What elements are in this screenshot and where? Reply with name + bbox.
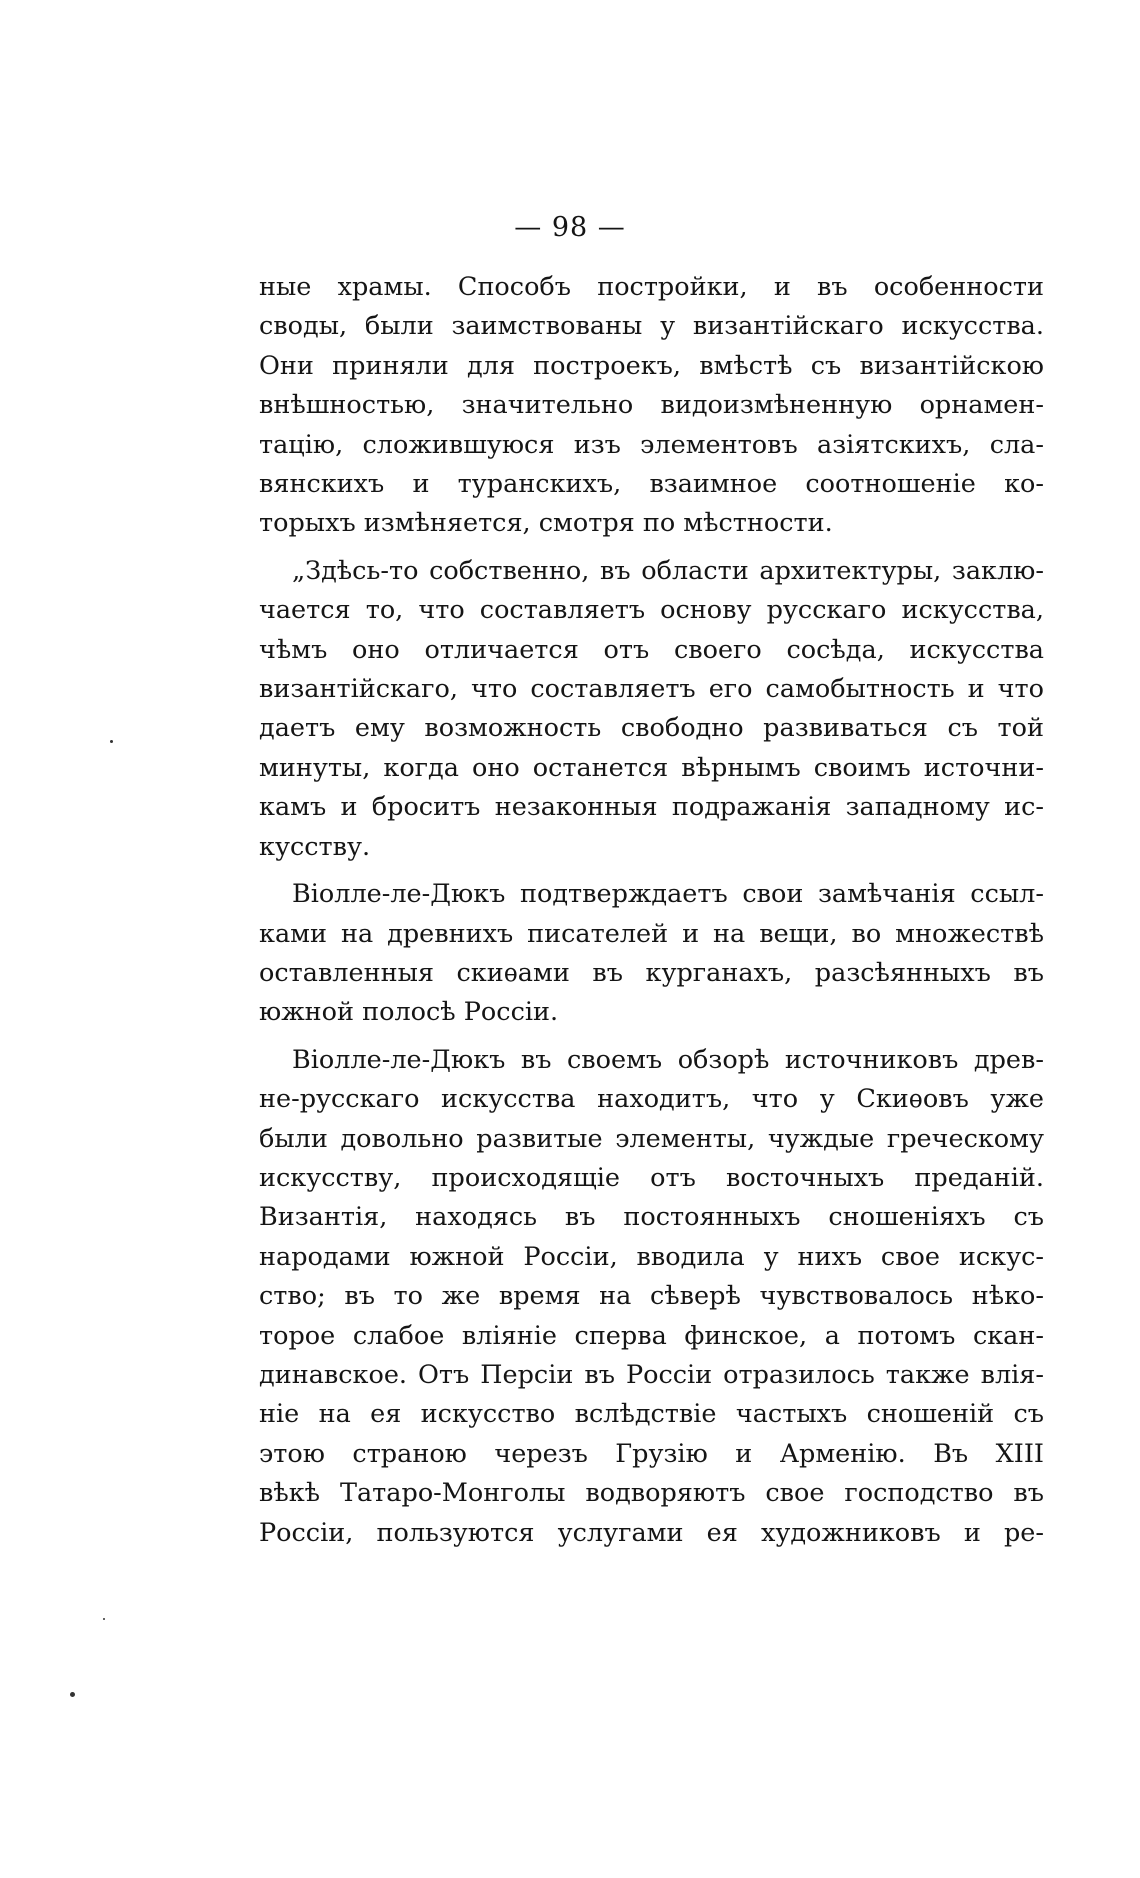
text-line: Віолле-ле-Дюкъ въ своемъ обзорѣ источниковъ древ- bbox=[292, 1044, 1044, 1075]
text-line: оставленныя скиѳами въ курганахъ, разсѣянныхъ въ bbox=[259, 957, 1044, 988]
text-line: южной полосѣ Россіи. bbox=[259, 997, 559, 1028]
text-line: вянскихъ и туранскихъ, взаимное соотношеніе ко- bbox=[259, 469, 1044, 500]
text-line: кусству. bbox=[259, 831, 371, 862]
scan-speck bbox=[70, 1692, 75, 1697]
text-line: динавское. Отъ Персіи въ Россіи отразилось также влія- bbox=[259, 1359, 1044, 1390]
paragraph bbox=[259, 552, 1044, 867]
paragraph bbox=[259, 875, 1044, 1033]
text-line: даетъ ему возможность свободно развиваться съ той bbox=[259, 713, 1044, 744]
text-line: вѣкѣ Татаро-Монголы водворяютъ свое господство въ bbox=[259, 1478, 1044, 1509]
text-line: Віолле-ле-Дюкъ подтверждаетъ свои замѣчанія ссыл- bbox=[292, 879, 1044, 910]
paragraph bbox=[259, 1041, 1044, 1553]
text-line: этою страною черезъ Грузію и Арменію. Въ XIII bbox=[259, 1438, 1044, 1469]
text-line: Россіи, пользуются услугами ея художниковъ и ре- bbox=[259, 1517, 1044, 1548]
text-line: чается то, что составляетъ основу русскаго искусства, bbox=[259, 595, 1044, 626]
scan-speck bbox=[103, 1618, 105, 1620]
text-line: ками на древнихъ писателей и на вещи, во множествѣ bbox=[259, 918, 1044, 949]
paragraph bbox=[259, 268, 1044, 544]
text-line: были довольно развитые элементы, чуждые греческому bbox=[259, 1123, 1044, 1154]
text-line: Они приняли для построекъ, вмѣстѣ съ византійскою bbox=[259, 350, 1044, 381]
text-line: Византія, находясь въ постоянныхъ сношеніяхъ съ bbox=[259, 1202, 1044, 1233]
text-line: чѣмъ оно отличается отъ своего сосѣда, искусства bbox=[259, 634, 1044, 665]
text-line: камъ и броситъ незаконныя подражанія западному ис- bbox=[259, 792, 1044, 823]
text-line: своды, были заимствованы у византійскаго искусства. bbox=[259, 311, 1044, 342]
text-line: торыхъ измѣняется, смотря по мѣстности. bbox=[259, 508, 833, 539]
text-line: искусству, происходящіе отъ восточныхъ преданій. bbox=[259, 1162, 1044, 1193]
text-line: торое слабое вліяніе сперва финское, а потомъ скан- bbox=[259, 1320, 1044, 1351]
text-line: внѣшностью, значительно видоизмѣненную орнамен- bbox=[259, 390, 1044, 421]
page-number: — 98 — bbox=[514, 212, 626, 243]
scan-speck bbox=[110, 740, 113, 743]
text-column bbox=[259, 268, 1044, 1561]
text-line: не-русскаго искусства находитъ, что у Скиѳовъ уже bbox=[259, 1084, 1044, 1115]
text-line: минуты, когда оно останется вѣрнымъ своимъ источни- bbox=[259, 752, 1044, 783]
text-line: „Здѣсь-то собственно, въ области архитектуры, заклю- bbox=[292, 555, 1044, 586]
text-line: тацію, сложившуюся изъ элементовъ азіятскихъ, сла- bbox=[259, 429, 1044, 460]
text-line: ные храмы. Способъ постройки, и въ особенности bbox=[259, 272, 1044, 302]
text-line: ніе на ея искусство вслѣдствіе частыхъ сношеній съ bbox=[259, 1399, 1044, 1430]
text-line: византійскаго, что составляетъ его самобытность и что bbox=[259, 674, 1044, 705]
text-line: ство; въ то же время на сѣверѣ чувствовалось нѣко- bbox=[259, 1281, 1044, 1312]
text-line: народами южной Россіи, вводила у нихъ свое искус- bbox=[259, 1241, 1044, 1272]
